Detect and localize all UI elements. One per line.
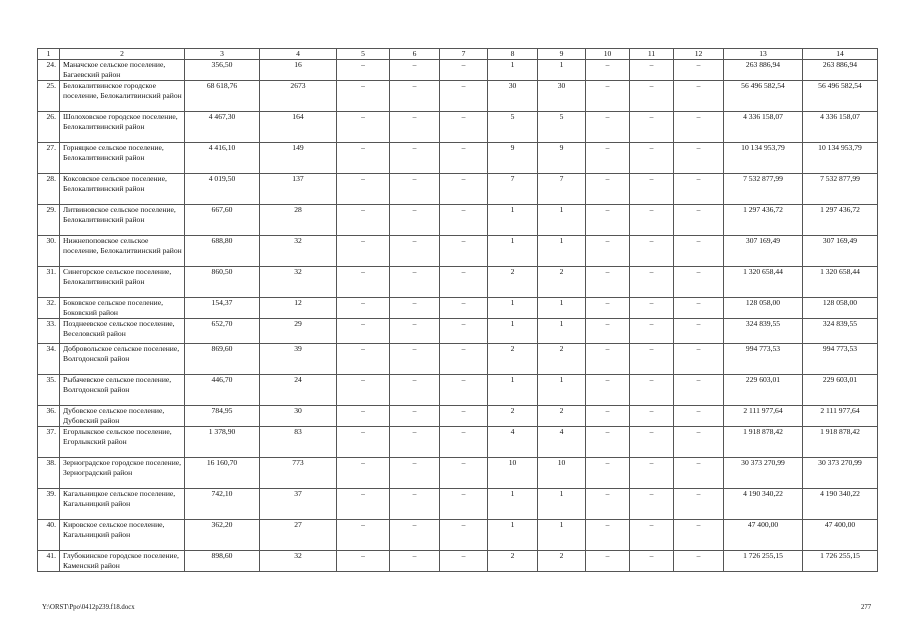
header-row bbox=[38, 49, 878, 60]
value-cell: 1 bbox=[538, 60, 586, 81]
value-cell: – bbox=[630, 298, 674, 319]
value-cell: – bbox=[390, 60, 440, 81]
amount-cell: 47 400,00 bbox=[803, 520, 878, 551]
value-cell: 2 bbox=[488, 267, 538, 298]
value-cell: – bbox=[337, 143, 390, 174]
table-row bbox=[38, 520, 878, 551]
amount-cell: 56 496 582,54 bbox=[803, 81, 878, 112]
value-cell: – bbox=[674, 143, 724, 174]
amount-cell: 263 886,94 bbox=[724, 60, 803, 81]
amount-cell: 4 336 158,07 bbox=[803, 112, 878, 143]
value-cell: – bbox=[630, 143, 674, 174]
table-row bbox=[38, 205, 878, 236]
amount-cell: 10 134 953,79 bbox=[803, 143, 878, 174]
value-cell: 1 bbox=[488, 375, 538, 406]
value-cell: 2 bbox=[538, 267, 586, 298]
value-cell: 137 bbox=[260, 174, 337, 205]
amount-cell: 1 726 255,15 bbox=[724, 551, 803, 572]
value-cell: – bbox=[674, 520, 724, 551]
table-row bbox=[38, 143, 878, 174]
value-cell: 4 416,10 bbox=[185, 143, 260, 174]
value-cell: – bbox=[630, 489, 674, 520]
settlement-name: Зерноградское городское поселение, Зерноградский район bbox=[60, 458, 185, 489]
settlement-name: Нижнепоповское сельское поселение, Белокалитвинский район bbox=[60, 236, 185, 267]
settlement-name: Позднеевское сельское поселение, Веселовский район bbox=[60, 319, 185, 344]
value-cell: – bbox=[337, 267, 390, 298]
value-cell: 1 bbox=[488, 60, 538, 81]
table-row bbox=[38, 406, 878, 427]
value-cell: 30 bbox=[260, 406, 337, 427]
value-cell: 1 bbox=[488, 319, 538, 344]
value-cell: – bbox=[674, 319, 724, 344]
value-cell: – bbox=[586, 60, 630, 81]
table-row bbox=[38, 112, 878, 143]
value-cell: – bbox=[337, 489, 390, 520]
value-cell: 869,60 bbox=[185, 344, 260, 375]
value-cell: – bbox=[586, 143, 630, 174]
row-number: 24. bbox=[38, 60, 60, 81]
column-header: 8 bbox=[488, 49, 538, 60]
value-cell: 83 bbox=[260, 427, 337, 458]
settlement-name: Глубокинское городское поселение, Каменский район bbox=[60, 551, 185, 572]
row-number: 28. bbox=[38, 174, 60, 205]
amount-cell: 1 918 878,42 bbox=[724, 427, 803, 458]
table-row bbox=[38, 267, 878, 298]
row-number: 26. bbox=[38, 112, 60, 143]
value-cell: – bbox=[586, 174, 630, 205]
column-header: 1 bbox=[38, 49, 60, 60]
value-cell: 2 bbox=[538, 406, 586, 427]
amount-cell: 229 603,01 bbox=[724, 375, 803, 406]
table-row bbox=[38, 319, 878, 344]
value-cell: 2673 bbox=[260, 81, 337, 112]
amount-cell: 1 918 878,42 bbox=[803, 427, 878, 458]
value-cell: – bbox=[337, 319, 390, 344]
value-cell: 688,80 bbox=[185, 236, 260, 267]
value-cell: – bbox=[390, 375, 440, 406]
value-cell: 1 bbox=[488, 205, 538, 236]
row-number: 40. bbox=[38, 520, 60, 551]
value-cell: – bbox=[337, 205, 390, 236]
value-cell: – bbox=[390, 267, 440, 298]
value-cell: – bbox=[337, 298, 390, 319]
value-cell: – bbox=[586, 267, 630, 298]
value-cell: – bbox=[630, 267, 674, 298]
value-cell: – bbox=[390, 520, 440, 551]
settlement-name: Горняцкое сельское поселение, Белокалитвинский район bbox=[60, 143, 185, 174]
value-cell: – bbox=[337, 458, 390, 489]
value-cell: – bbox=[390, 174, 440, 205]
value-cell: – bbox=[630, 60, 674, 81]
value-cell: – bbox=[586, 205, 630, 236]
amount-cell: 229 603,01 bbox=[803, 375, 878, 406]
value-cell: 4 bbox=[538, 427, 586, 458]
value-cell: – bbox=[586, 344, 630, 375]
value-cell: – bbox=[440, 406, 488, 427]
value-cell: – bbox=[586, 236, 630, 267]
value-cell: – bbox=[337, 112, 390, 143]
value-cell: – bbox=[630, 427, 674, 458]
value-cell: – bbox=[674, 344, 724, 375]
amount-cell: 2 111 977,64 bbox=[724, 406, 803, 427]
value-cell: 16 bbox=[260, 60, 337, 81]
amount-cell: 30 373 270,99 bbox=[724, 458, 803, 489]
row-number: 30. bbox=[38, 236, 60, 267]
value-cell: – bbox=[440, 143, 488, 174]
value-cell: 1 bbox=[538, 298, 586, 319]
amount-cell: 307 169,49 bbox=[803, 236, 878, 267]
value-cell: – bbox=[440, 375, 488, 406]
table-row bbox=[38, 375, 878, 406]
value-cell: 1 bbox=[538, 236, 586, 267]
amount-cell: 994 773,53 bbox=[724, 344, 803, 375]
value-cell: 2 bbox=[488, 344, 538, 375]
value-cell: – bbox=[630, 112, 674, 143]
footer-file-path: Y:\ORST\Ppo\0412p239.f18.docx bbox=[42, 604, 135, 611]
value-cell: 1 bbox=[488, 489, 538, 520]
value-cell: 28 bbox=[260, 205, 337, 236]
value-cell: 27 bbox=[260, 520, 337, 551]
value-cell: – bbox=[586, 427, 630, 458]
amount-cell: 128 058,00 bbox=[724, 298, 803, 319]
data-table bbox=[37, 48, 878, 572]
value-cell: 667,60 bbox=[185, 205, 260, 236]
value-cell: – bbox=[586, 406, 630, 427]
amount-cell: 7 532 877,99 bbox=[803, 174, 878, 205]
amount-cell: 4 336 158,07 bbox=[724, 112, 803, 143]
value-cell: – bbox=[390, 112, 440, 143]
table-body bbox=[38, 49, 878, 572]
value-cell: 149 bbox=[260, 143, 337, 174]
settlement-name: Кагальницкое сельское поселение, Кагальницкий район bbox=[60, 489, 185, 520]
column-header: 2 bbox=[60, 49, 185, 60]
column-header: 6 bbox=[390, 49, 440, 60]
value-cell: – bbox=[440, 60, 488, 81]
settlement-name: Дубовское сельское поселение, Дубовский район bbox=[60, 406, 185, 427]
value-cell: 10 bbox=[538, 458, 586, 489]
value-cell: 362,20 bbox=[185, 520, 260, 551]
value-cell: – bbox=[586, 458, 630, 489]
value-cell: 1 bbox=[538, 205, 586, 236]
amount-cell: 47 400,00 bbox=[724, 520, 803, 551]
amount-cell: 324 839,55 bbox=[724, 319, 803, 344]
value-cell: – bbox=[390, 81, 440, 112]
settlement-name: Коксовское сельское поселение, Белокалитвинский район bbox=[60, 174, 185, 205]
amount-cell: 4 190 340,22 bbox=[803, 489, 878, 520]
row-number: 29. bbox=[38, 205, 60, 236]
value-cell: 68 618,76 bbox=[185, 81, 260, 112]
value-cell: – bbox=[337, 174, 390, 205]
amount-cell: 128 058,00 bbox=[803, 298, 878, 319]
value-cell: 30 bbox=[538, 81, 586, 112]
table-row bbox=[38, 298, 878, 319]
value-cell: – bbox=[390, 427, 440, 458]
amount-cell: 30 373 270,99 bbox=[803, 458, 878, 489]
amount-cell: 263 886,94 bbox=[803, 60, 878, 81]
value-cell: – bbox=[630, 406, 674, 427]
settlement-name: Синегорское сельское поселение, Белокалитвинский район bbox=[60, 267, 185, 298]
value-cell: 7 bbox=[488, 174, 538, 205]
column-header: 3 bbox=[185, 49, 260, 60]
settlement-name: Маначское сельское поселение, Багаевский район bbox=[60, 60, 185, 81]
row-number: 31. bbox=[38, 267, 60, 298]
value-cell: 7 bbox=[538, 174, 586, 205]
amount-cell: 324 839,55 bbox=[803, 319, 878, 344]
value-cell: 652,70 bbox=[185, 319, 260, 344]
value-cell: – bbox=[337, 60, 390, 81]
value-cell: – bbox=[440, 551, 488, 572]
value-cell: – bbox=[440, 267, 488, 298]
settlement-name: Белокалитвинское городское поселение, Белокалитвинский район bbox=[60, 81, 185, 112]
value-cell: 356,50 bbox=[185, 60, 260, 81]
value-cell: – bbox=[337, 427, 390, 458]
value-cell: – bbox=[586, 112, 630, 143]
value-cell: – bbox=[440, 236, 488, 267]
amount-cell: 1 320 658,44 bbox=[803, 267, 878, 298]
value-cell: 29 bbox=[260, 319, 337, 344]
value-cell: – bbox=[337, 406, 390, 427]
value-cell: – bbox=[674, 267, 724, 298]
value-cell: – bbox=[674, 406, 724, 427]
value-cell: 1 bbox=[488, 520, 538, 551]
value-cell: – bbox=[337, 81, 390, 112]
value-cell: – bbox=[586, 298, 630, 319]
amount-cell: 1 297 436,72 bbox=[724, 205, 803, 236]
row-number: 41. bbox=[38, 551, 60, 572]
value-cell: 5 bbox=[538, 112, 586, 143]
value-cell: 1 378,90 bbox=[185, 427, 260, 458]
value-cell: 446,70 bbox=[185, 375, 260, 406]
value-cell: – bbox=[674, 489, 724, 520]
value-cell: 39 bbox=[260, 344, 337, 375]
row-number: 35. bbox=[38, 375, 60, 406]
amount-cell: 10 134 953,79 bbox=[724, 143, 803, 174]
value-cell: 773 bbox=[260, 458, 337, 489]
value-cell: – bbox=[630, 174, 674, 205]
value-cell: 2 bbox=[488, 551, 538, 572]
settlement-name: Шолоховское городское поселение, Белокалитвинский район bbox=[60, 112, 185, 143]
value-cell: 32 bbox=[260, 267, 337, 298]
value-cell: – bbox=[440, 319, 488, 344]
value-cell: – bbox=[337, 520, 390, 551]
value-cell: – bbox=[630, 520, 674, 551]
value-cell: – bbox=[390, 344, 440, 375]
value-cell: 16 160,70 bbox=[185, 458, 260, 489]
row-number: 36. bbox=[38, 406, 60, 427]
value-cell: – bbox=[390, 143, 440, 174]
table-row bbox=[38, 458, 878, 489]
value-cell: 9 bbox=[538, 143, 586, 174]
value-cell: 32 bbox=[260, 551, 337, 572]
value-cell: – bbox=[390, 406, 440, 427]
value-cell: – bbox=[674, 60, 724, 81]
value-cell: – bbox=[586, 81, 630, 112]
value-cell: – bbox=[440, 112, 488, 143]
amount-cell: 1 297 436,72 bbox=[803, 205, 878, 236]
value-cell: – bbox=[674, 236, 724, 267]
value-cell: – bbox=[440, 427, 488, 458]
settlement-name: Егорлыкское сельское поселение, Егорлыкский район bbox=[60, 427, 185, 458]
row-number: 27. bbox=[38, 143, 60, 174]
amount-cell: 2 111 977,64 bbox=[803, 406, 878, 427]
value-cell: – bbox=[674, 458, 724, 489]
amount-cell: 307 169,49 bbox=[724, 236, 803, 267]
value-cell: 10 bbox=[488, 458, 538, 489]
value-cell: 4 019,50 bbox=[185, 174, 260, 205]
value-cell: – bbox=[586, 489, 630, 520]
amount-cell: 7 532 877,99 bbox=[724, 174, 803, 205]
value-cell: 784,95 bbox=[185, 406, 260, 427]
value-cell: – bbox=[390, 205, 440, 236]
table-row bbox=[38, 427, 878, 458]
value-cell: – bbox=[586, 375, 630, 406]
column-header: 4 bbox=[260, 49, 337, 60]
value-cell: – bbox=[390, 298, 440, 319]
value-cell: 4 bbox=[488, 427, 538, 458]
table-row bbox=[38, 174, 878, 205]
value-cell: – bbox=[440, 344, 488, 375]
value-cell: – bbox=[674, 112, 724, 143]
value-cell: – bbox=[390, 458, 440, 489]
value-cell: – bbox=[586, 520, 630, 551]
value-cell: 742,10 bbox=[185, 489, 260, 520]
value-cell: – bbox=[390, 236, 440, 267]
table-row bbox=[38, 60, 878, 81]
value-cell: – bbox=[674, 81, 724, 112]
value-cell: – bbox=[630, 344, 674, 375]
page-number: 277 bbox=[861, 604, 872, 611]
value-cell: 5 bbox=[488, 112, 538, 143]
table-row bbox=[38, 551, 878, 572]
column-header: 7 bbox=[440, 49, 488, 60]
row-number: 25. bbox=[38, 81, 60, 112]
value-cell: 154,37 bbox=[185, 298, 260, 319]
value-cell: 12 bbox=[260, 298, 337, 319]
value-cell: 1 bbox=[488, 298, 538, 319]
value-cell: 860,50 bbox=[185, 267, 260, 298]
value-cell: 37 bbox=[260, 489, 337, 520]
row-number: 33. bbox=[38, 319, 60, 344]
value-cell: – bbox=[630, 205, 674, 236]
settlement-name: Рыбачевское сельское поселение, Волгодонской район bbox=[60, 375, 185, 406]
value-cell: – bbox=[630, 81, 674, 112]
value-cell: 1 bbox=[538, 520, 586, 551]
value-cell: – bbox=[674, 551, 724, 572]
value-cell: – bbox=[390, 551, 440, 572]
value-cell: – bbox=[674, 375, 724, 406]
value-cell: – bbox=[630, 319, 674, 344]
value-cell: – bbox=[440, 458, 488, 489]
value-cell: 32 bbox=[260, 236, 337, 267]
value-cell: 164 bbox=[260, 112, 337, 143]
column-header: 11 bbox=[630, 49, 674, 60]
amount-cell: 1 726 255,15 bbox=[803, 551, 878, 572]
value-cell: – bbox=[440, 174, 488, 205]
value-cell: – bbox=[337, 236, 390, 267]
amount-cell: 56 496 582,54 bbox=[724, 81, 803, 112]
table-row bbox=[38, 489, 878, 520]
column-header: 14 bbox=[803, 49, 878, 60]
column-header: 13 bbox=[724, 49, 803, 60]
table-row bbox=[38, 344, 878, 375]
value-cell: – bbox=[337, 344, 390, 375]
column-header: 5 bbox=[337, 49, 390, 60]
value-cell: 1 bbox=[538, 489, 586, 520]
value-cell: 1 bbox=[538, 375, 586, 406]
value-cell: – bbox=[337, 375, 390, 406]
row-number: 39. bbox=[38, 489, 60, 520]
column-header: 12 bbox=[674, 49, 724, 60]
value-cell: – bbox=[440, 298, 488, 319]
value-cell: 9 bbox=[488, 143, 538, 174]
value-cell: 898,60 bbox=[185, 551, 260, 572]
value-cell: 2 bbox=[538, 344, 586, 375]
value-cell: 30 bbox=[488, 81, 538, 112]
settlement-name: Литвиновское сельское поселение, Белокалитвинский район bbox=[60, 205, 185, 236]
value-cell: – bbox=[630, 236, 674, 267]
value-cell: – bbox=[440, 81, 488, 112]
value-cell: – bbox=[337, 551, 390, 572]
value-cell: – bbox=[440, 205, 488, 236]
row-number: 34. bbox=[38, 344, 60, 375]
table-row bbox=[38, 81, 878, 112]
row-number: 32. bbox=[38, 298, 60, 319]
amount-cell: 1 320 658,44 bbox=[724, 267, 803, 298]
settlement-name: Боковское сельское поселение, Боковский район bbox=[60, 298, 185, 319]
column-header: 10 bbox=[586, 49, 630, 60]
column-header: 9 bbox=[538, 49, 586, 60]
value-cell: – bbox=[440, 489, 488, 520]
value-cell: 2 bbox=[538, 551, 586, 572]
value-cell: – bbox=[390, 489, 440, 520]
value-cell: 1 bbox=[488, 236, 538, 267]
value-cell: – bbox=[440, 520, 488, 551]
value-cell: – bbox=[630, 375, 674, 406]
value-cell: 1 bbox=[538, 319, 586, 344]
value-cell: 2 bbox=[488, 406, 538, 427]
value-cell: – bbox=[390, 319, 440, 344]
value-cell: 24 bbox=[260, 375, 337, 406]
row-number: 37. bbox=[38, 427, 60, 458]
value-cell: 4 467,30 bbox=[185, 112, 260, 143]
value-cell: – bbox=[630, 551, 674, 572]
amount-cell: 4 190 340,22 bbox=[724, 489, 803, 520]
value-cell: – bbox=[674, 174, 724, 205]
value-cell: – bbox=[674, 205, 724, 236]
value-cell: – bbox=[674, 427, 724, 458]
value-cell: – bbox=[674, 298, 724, 319]
value-cell: – bbox=[586, 319, 630, 344]
value-cell: – bbox=[630, 458, 674, 489]
settlement-name: Добровольское сельское поселение, Волгодонской район bbox=[60, 344, 185, 375]
row-number: 38. bbox=[38, 458, 60, 489]
amount-cell: 994 773,53 bbox=[803, 344, 878, 375]
settlement-name: Кировское сельское поселение, Кагальницкий район bbox=[60, 520, 185, 551]
value-cell: – bbox=[586, 551, 630, 572]
table-row bbox=[38, 236, 878, 267]
